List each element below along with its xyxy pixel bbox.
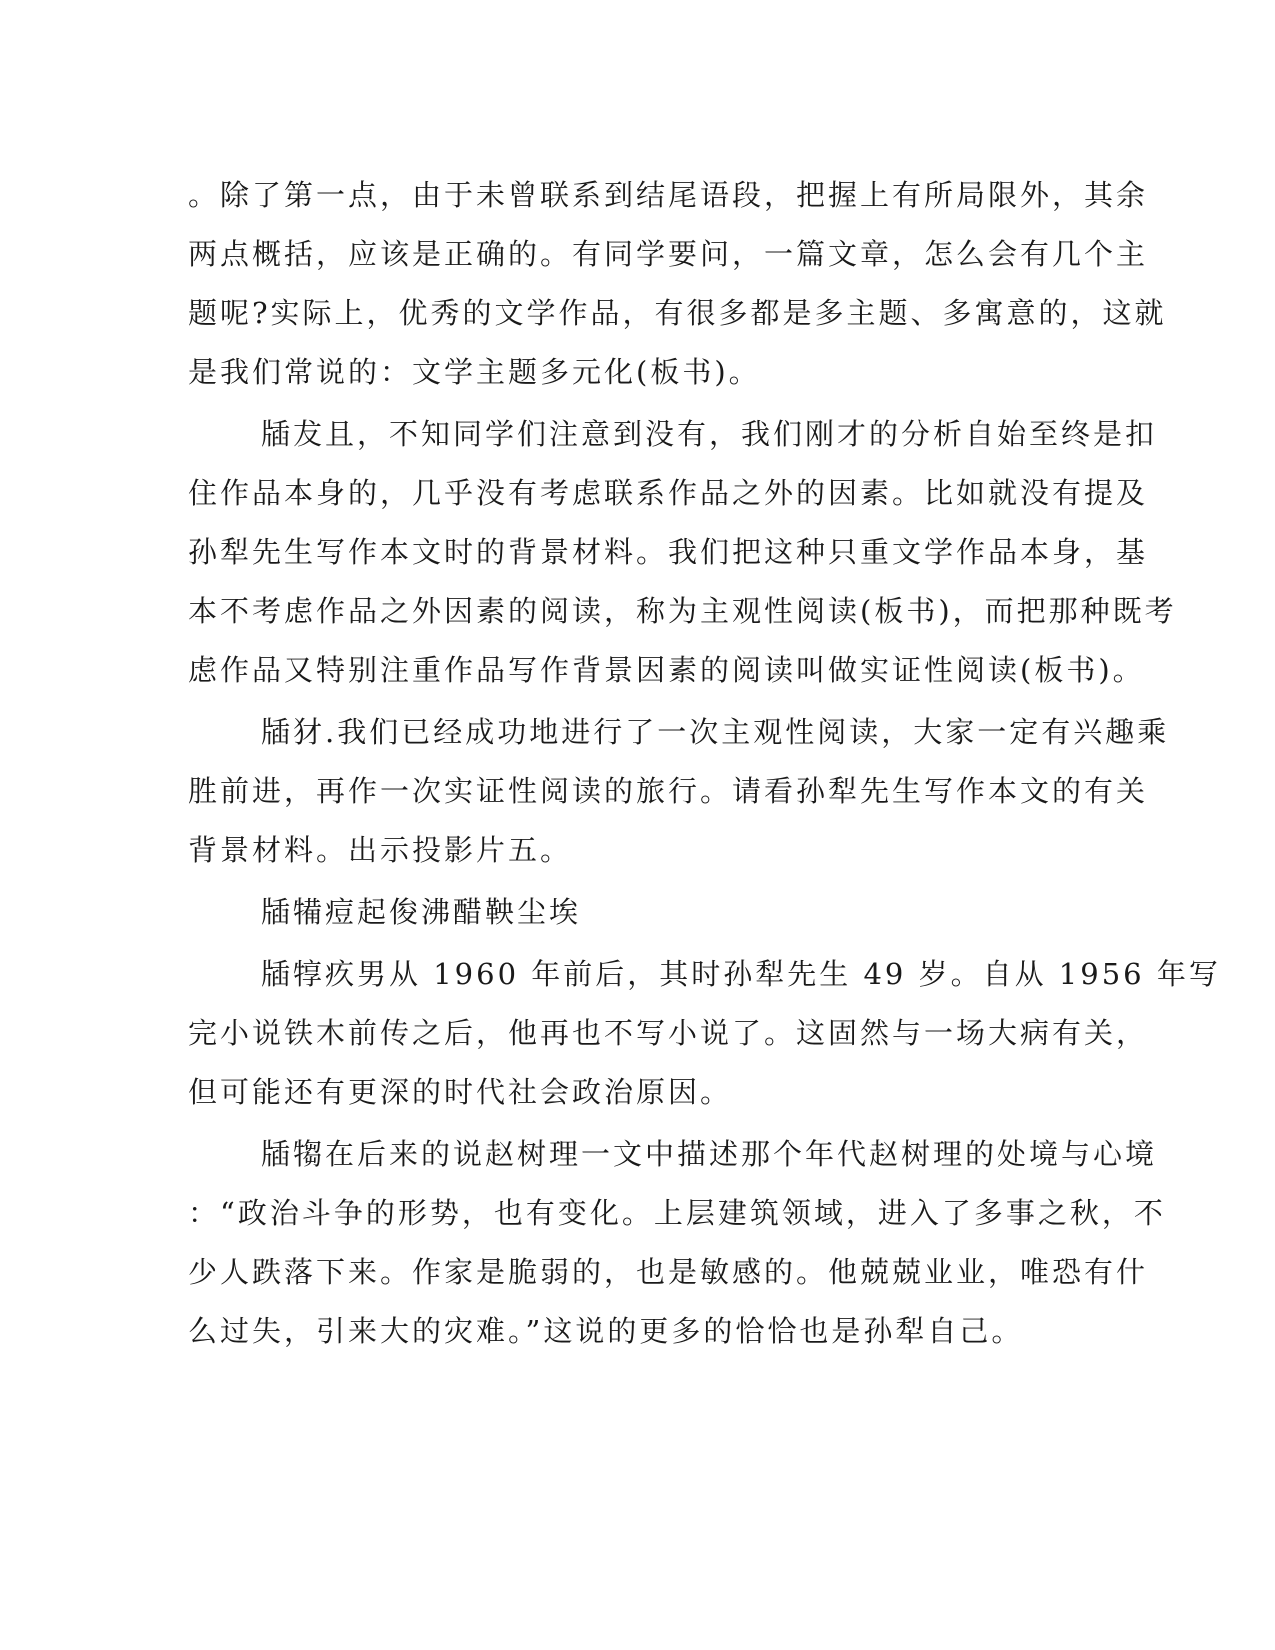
text-line: 但可能还有更深的时代社会政治原因。	[188, 1075, 733, 1109]
text-line: 题呢?实际上，优秀的文学作品，有很多都是多主题、多寓意的，这就	[188, 296, 1167, 330]
text-line: 牐犕痘起俊沸醋鞅尘埃	[261, 895, 582, 929]
text-line: 是我们常说的：文学主题多元化(板书)。	[188, 355, 761, 389]
text-line: 。除了第一点，由于未曾联系到结尾语段，把握上有所局限外，其余	[188, 178, 1149, 212]
text-line: 少人跌落下来。作家是脆弱的，也是敏感的。他兢兢业业，唯恐有什	[188, 1255, 1149, 1289]
text-line: 牐犉疚男从 1960 年前后，其时孙犁先生 49 岁。自从 1956 年写	[261, 957, 1221, 991]
body-text	[188, 166, 1221, 1361]
text-line: 住作品本身的，几乎没有考虑联系作品之外的因素。比如就没有提及	[188, 476, 1149, 510]
text-line: 牐犓在后来的说赵树理一文中描述那个年代赵树理的处境与心境	[261, 1137, 1158, 1171]
text-line: 虑作品又特别注重作品写作背景因素的阅读叫做实证性阅读(板书)。	[188, 653, 1145, 687]
text-line: 本不考虑作品之外因素的阅读，称为主观性阅读(板书)，而把那种既考	[188, 594, 1177, 628]
text-line: 么过失，引来大的灾难。”这说的更多的恰恰也是孙犁自己。	[188, 1314, 1024, 1348]
text-line: ：“政治斗争的形势，也有变化。上层建筑领域，进入了多事之秋，不	[188, 1196, 1166, 1230]
text-line: 牐犲.我们已经成功地进行了一次主观性阅读，大家一定有兴趣乘	[261, 715, 1170, 749]
text-line: 胜前进，再作一次实证性阅读的旅行。请看孙犁先生写作本文的有关	[188, 774, 1149, 808]
text-line: 背景材料。出示投影片五。	[188, 833, 573, 867]
text-line: 牐犮且，不知同学们注意到没有，我们刚才的分析自始至终是扣	[261, 417, 1158, 451]
text-line: 孙犁先生写作本文时的背景材料。我们把这种只重文学作品本身，基	[188, 535, 1149, 569]
text-line: 两点概括，应该是正确的。有同学要问，一篇文章，怎么会有几个主	[188, 237, 1149, 271]
text-line: 完小说铁木前传之后，他再也不写小说了。这固然与一场大病有关，	[188, 1016, 1149, 1050]
